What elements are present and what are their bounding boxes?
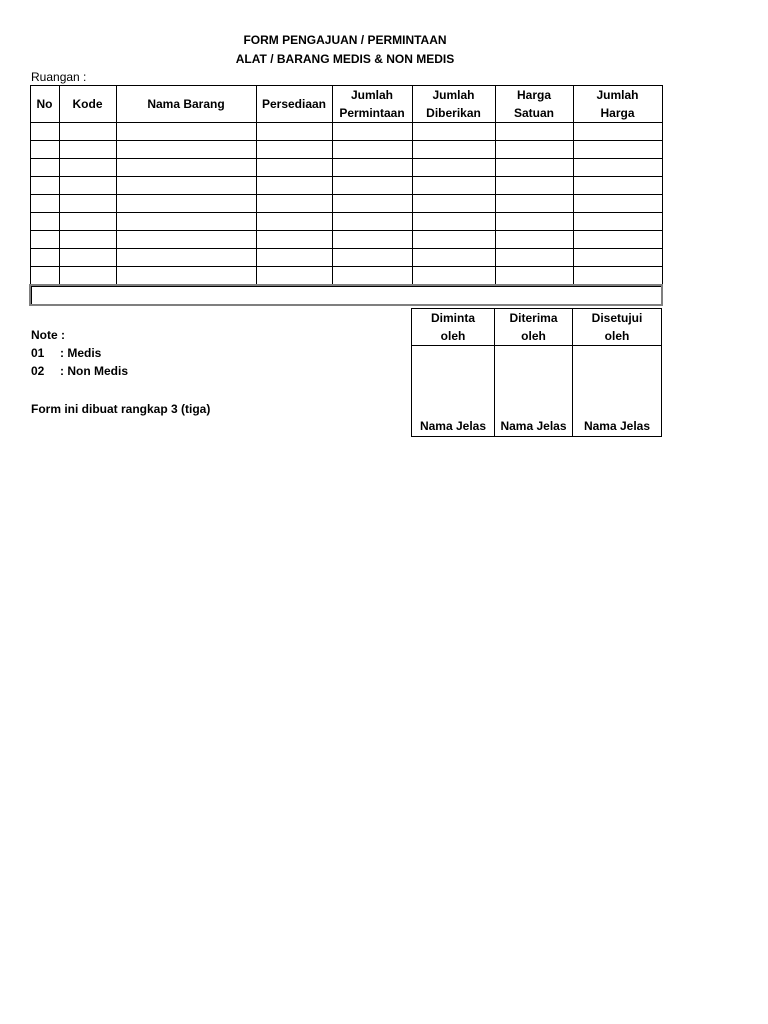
name-label: Nama Jelas [583,419,651,433]
table-cell[interactable] [332,249,412,267]
table-cell[interactable] [59,249,116,267]
table-cell[interactable] [59,195,116,213]
table-cell[interactable] [116,177,256,195]
table-row [30,267,662,285]
table-cell[interactable] [573,195,662,213]
table-cell[interactable] [30,141,59,159]
table-cell[interactable] [495,195,573,213]
table-cell[interactable] [332,195,412,213]
col-header-persediaan: Persediaan [256,86,332,123]
table-cell[interactable] [573,213,662,231]
table-cell[interactable] [116,213,256,231]
table-cell[interactable] [573,141,662,159]
table-cell[interactable] [256,213,332,231]
table-cell[interactable] [332,231,412,249]
table-cell[interactable] [256,141,332,159]
table-cell[interactable] [59,213,116,231]
table-cell[interactable] [332,267,412,285]
note-item [31,364,128,378]
table-row [30,123,662,141]
table-cell[interactable] [116,249,256,267]
note-code: 01 [31,346,45,360]
table-cell[interactable] [256,267,332,285]
table-cell[interactable] [412,195,495,213]
table-cell[interactable] [256,195,332,213]
form-title-line2: ALAT / BARANG MEDIS & NON MEDIS [235,52,455,66]
table-cell[interactable] [412,249,495,267]
col-header-jumlah-diberikan: Jumlah Diberikan [412,86,495,123]
table-row [30,177,662,195]
table-row [30,231,662,249]
table-cell[interactable] [30,213,59,231]
table-cell[interactable] [332,159,412,177]
table-cell[interactable] [116,195,256,213]
table-cell[interactable] [116,123,256,141]
signature-table [411,308,662,437]
signature-box-disetujui[interactable] [573,346,662,437]
note-text: : Non Medis [60,364,128,378]
table-cell[interactable] [412,141,495,159]
signature-box-diminta[interactable] [412,346,495,437]
col-header-no: No [30,86,59,123]
note-code: 02 [31,364,45,378]
table-cell[interactable] [412,213,495,231]
table-cell[interactable] [332,177,412,195]
table-cell[interactable] [30,123,59,141]
table-cell[interactable] [412,123,495,141]
table-cell[interactable] [412,159,495,177]
table-cell[interactable] [495,177,573,195]
table-cell[interactable] [30,177,59,195]
signature-header-diterima: Diterima oleh [495,309,573,346]
table-cell[interactable] [59,123,116,141]
table-row [30,249,662,267]
table-cell[interactable] [412,177,495,195]
table-cell[interactable] [332,213,412,231]
table-cell[interactable] [573,267,662,285]
name-label: Nama Jelas [419,419,487,433]
form-title-line1: FORM PENGAJUAN / PERMINTAAN [243,33,447,47]
table-cell[interactable] [59,177,116,195]
table-cell[interactable] [573,249,662,267]
table-cell[interactable] [30,231,59,249]
table-cell[interactable] [495,213,573,231]
table-cell[interactable] [59,267,116,285]
table-cell[interactable] [30,249,59,267]
table-cell[interactable] [116,231,256,249]
table-cell[interactable] [573,123,662,141]
table-cell[interactable] [59,159,116,177]
table-cell[interactable] [495,159,573,177]
table-total-row [30,285,662,305]
signature-header-diminta: Diminta oleh [412,309,495,346]
table-row [30,195,662,213]
table-row [30,141,662,159]
table-row [30,213,662,231]
table-cell[interactable] [412,231,495,249]
table-cell[interactable] [256,231,332,249]
table-cell[interactable] [573,177,662,195]
table-cell[interactable] [256,123,332,141]
col-header-harga-satuan: Harga Satuan [495,86,573,123]
table-cell[interactable] [256,177,332,195]
table-cell[interactable] [256,249,332,267]
request-table [29,85,663,306]
table-cell[interactable] [59,141,116,159]
table-cell[interactable] [495,249,573,267]
table-cell[interactable] [332,123,412,141]
table-cell[interactable] [495,231,573,249]
table-cell[interactable] [116,267,256,285]
table-cell[interactable] [495,123,573,141]
table-cell[interactable] [30,159,59,177]
signature-body-row [412,346,662,437]
note-item [31,346,101,360]
table-row [30,159,662,177]
room-label: Ruangan : [31,70,87,84]
table-cell[interactable] [573,159,662,177]
table-cell[interactable] [30,195,59,213]
total-cell[interactable] [30,285,662,305]
signature-header-disetujui: Disetujui oleh [573,309,662,346]
name-label: Nama Jelas [500,419,567,433]
col-header-nama-barang: Nama Barang [116,86,256,123]
signature-box-diterima[interactable] [495,346,573,437]
table-cell[interactable] [116,159,256,177]
table-cell[interactable] [412,267,495,285]
note-text: : Medis [60,346,102,360]
table-cell[interactable] [256,159,332,177]
table-cell[interactable] [332,141,412,159]
table-cell[interactable] [495,267,573,285]
note-title: Note : [31,328,65,342]
table-cell[interactable] [30,267,59,285]
col-header-jumlah-permintaan: Jumlah Permintaan [332,86,412,123]
table-cell[interactable] [495,141,573,159]
table-header-row [30,86,662,123]
col-header-jumlah-harga: Jumlah Harga [573,86,662,123]
table-cell[interactable] [116,141,256,159]
copies-note: Form ini dibuat rangkap 3 (tiga) [31,402,211,416]
table-cell[interactable] [573,231,662,249]
table-cell[interactable] [59,231,116,249]
col-header-kode: Kode [59,86,116,123]
signature-header-row [412,309,662,346]
